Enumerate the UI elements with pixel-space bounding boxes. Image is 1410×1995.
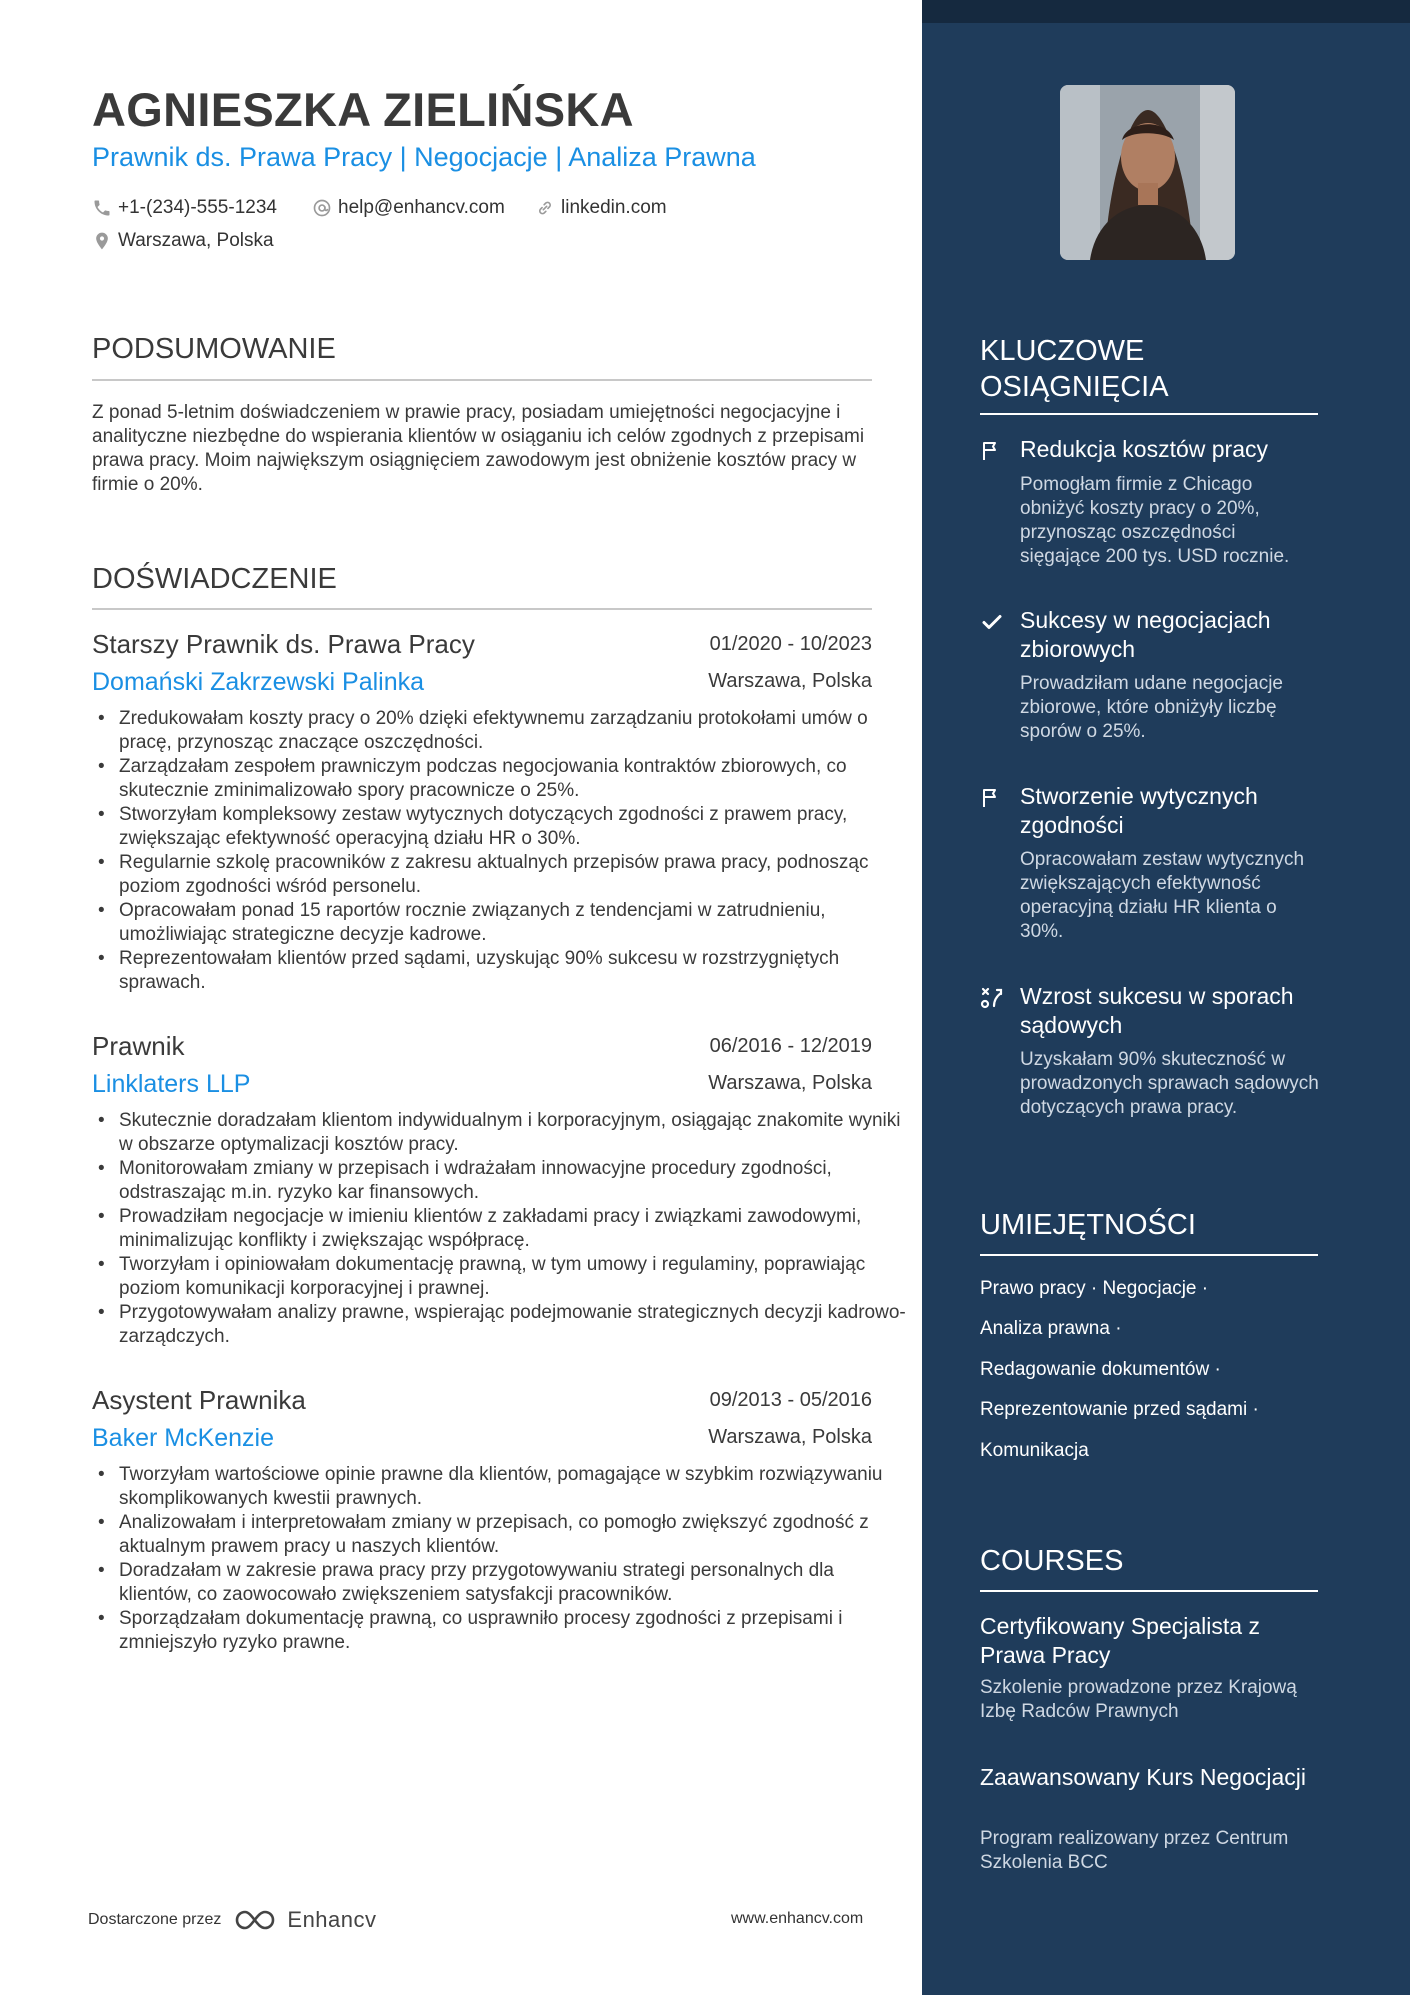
job-bullet: • Prowadziłam negocjacje w imieniu klientów z zakładami pracy i związkami zawodowymi, minimalizując konflikty i zwiększając współpracę. <box>119 1205 909 1253</box>
at-icon <box>312 198 332 218</box>
courses-divider <box>980 1590 1318 1592</box>
job-bullet: • Przygotowywałam analizy prawne, wspierając podejmowanie strategicznych decyzji kadrowo-zarządczych. <box>119 1301 909 1349</box>
job-dates: 01/2020 - 10/2023 <box>709 633 872 655</box>
job-bullets <box>92 707 909 995</box>
footer-brand: Enhancv <box>287 1907 377 1932</box>
location-pin-icon <box>92 231 112 251</box>
contact-phone[interactable] <box>92 197 277 219</box>
skill-line: Reprezentowanie przed sądami · <box>980 1399 1259 1420</box>
link-icon <box>535 198 555 218</box>
achievement-title: Redukcja kosztów pracy <box>1020 436 1268 462</box>
job-bullet: • Analizowałam i interpretowałam zmiany w przepisach, co pomogło zwiększyć zgodność z aktualnym prawem pracy u naszych klientów. <box>119 1511 909 1559</box>
course-title: Zaawansowany Kurs Negocjacji <box>980 1764 1306 1790</box>
job-bullet: • Stworzyłam kompleksowy zestaw wytycznych dotyczących zgodności z prawem pracy, zwiększając efektywność operacyjną działu HR o 30%. <box>119 803 909 851</box>
footer-website[interactable]: www.enhancv.com <box>731 1910 864 1927</box>
avatar <box>1060 85 1235 260</box>
job-bullet: • Doradzałam w zakresie prawa pracy przy przygotowywaniu strategi personalnych dla klientów, co zaowocowało zwiększeniem satysfakcji pracowników. <box>119 1559 909 1607</box>
job-company[interactable]: Domański Zakrzewski Palinka <box>92 668 425 696</box>
job-bullet: • Tworzyłam i opiniowałam dokumentację prawną, w tym umowy i regulaminy, poprawiając poziom komunikacji korporacyjnej i prawnej. <box>119 1253 909 1301</box>
check-icon <box>980 610 1004 634</box>
contact-linkedin[interactable] <box>535 197 667 219</box>
course-desc: Program realizowany przez Centrum Szkolenia BCC <box>980 1828 1289 1873</box>
summary-text: Z ponad 5-letnim doświadczeniem w prawie pracy, posiadam umiejętności negocjacyjne i analityczne niezbędne do wspierania klientów w osiąganiu ich celów zgodnych z przepisami prawa pracy. Moim największym osiągnięciem zawodowym jest obniżenie kosztów pracy w firmie o 20%. <box>92 402 865 495</box>
job-bullets <box>92 1109 909 1349</box>
skill-line: Prawo pracy · Negocjacje · <box>980 1278 1209 1299</box>
footer-powered-by <box>88 1907 377 1933</box>
course-desc: Szkolenie prowadzone przez Krajową Izbę Radców Prawnych <box>980 1677 1297 1722</box>
job-company[interactable]: Linklaters LLP <box>92 1070 251 1098</box>
job-bullet: • Skutecznie doradzałam klientom indywidualnym i korporacyjnym, osiągając znakomite wyniki w obszarze optymalizacji kosztów pracy. <box>119 1109 909 1157</box>
phone-text: +1-(234)-555-1234 <box>118 197 277 218</box>
achievement-desc: Uzyskałam 90% skuteczność w prowadzonych sprawach sądowych dotyczących prawa pracy. <box>1020 1049 1319 1118</box>
job-bullet: • Reprezentowałam klientów przed sądami, uzyskując 90% sukcesu w rozstrzygniętych sprawach. <box>119 947 909 995</box>
job-bullet: • Sporządzałam dokumentację prawną, co usprawniło procesy zgodności z przepisami i zmniejszyło ryzyko prawne. <box>119 1607 909 1655</box>
linkedin-text: linkedin.com <box>561 197 667 218</box>
course-title: Certyfikowany Specjalista z Prawa Pracy <box>980 1613 1260 1668</box>
achievement-title: Stworzenie wytycznych zgodności <box>1020 783 1258 838</box>
skills-divider <box>980 1254 1318 1256</box>
job-location: Warszawa, Polska <box>708 1426 872 1448</box>
job-dates: 09/2013 - 05/2016 <box>709 1389 872 1411</box>
summary-title: PODSUMOWANIE <box>92 333 336 365</box>
job-bullet: • Regularnie szkolę pracowników z zakresu aktualnych przepisów prawa pracy, podnosząc poziom zgodności wśród personelu. <box>119 851 909 899</box>
phone-icon <box>92 198 112 218</box>
achievements-divider <box>980 413 1318 415</box>
job-title: Prawnik <box>92 1031 185 1061</box>
job-bullet: • Monitorowałam zmiany w przepisach i wdrażałam innowacyjne procedury zgodności, odstraszając m.in. ryzyko kar finansowych. <box>119 1157 909 1205</box>
job-bullet: • Zarządzałam zespołem prawniczym podczas negocjowania kontraktów zbiorowych, co skutecznie zminimalizowało spory pracownicze o 25%. <box>119 755 909 803</box>
job-bullet: • Zredukowałam koszty pracy o 20% dzięki efektywnemu zarządzaniu protokołami umów o pracę, przynosząc znaczące oszczędności. <box>119 707 909 755</box>
sidebar-topbar <box>922 0 1410 23</box>
enhancv-logo-icon <box>233 1907 281 1933</box>
flag-icon <box>980 786 1004 810</box>
achievements-title: KLUCZOWE OSIĄGNIĘCIA <box>980 335 1169 403</box>
tactics-icon <box>980 986 1004 1010</box>
skills-title: UMIEJĘTNOŚCI <box>980 1209 1196 1241</box>
achievement-desc: Pomogłam firmie z Chicago obniżyć koszty pracy o 20%, przynosząc oszczędności sięgające 200 tys. USD rocznie. <box>1020 474 1290 567</box>
skill-line: Komunikacja <box>980 1440 1089 1461</box>
email-text: help@enhancv.com <box>338 197 505 218</box>
portrait-photo-icon <box>1060 85 1235 260</box>
job-location: Warszawa, Polska <box>708 670 872 692</box>
job-company[interactable]: Baker McKenzie <box>92 1424 275 1452</box>
achievement-title: Sukcesy w negocjacjach zbiorowych <box>1020 607 1271 662</box>
powered-by-text: Dostarczone przez <box>88 1911 222 1928</box>
flag-icon <box>980 439 1004 463</box>
achievement-desc: Opracowałam zestaw wytycznych zwiększających efektywność operacyjną działu HR klienta o 30%. <box>1020 849 1305 942</box>
location-text: Warszawa, Polska <box>118 230 274 251</box>
job-location: Warszawa, Polska <box>708 1072 872 1094</box>
job-bullets <box>92 1463 909 1655</box>
summary-divider <box>92 379 872 381</box>
skill-line: Analiza prawna · <box>980 1318 1122 1339</box>
skill-line: Redagowanie dokumentów · <box>980 1359 1221 1380</box>
contact-location <box>92 230 274 252</box>
experience-title: DOŚWIADCZENIE <box>92 563 337 595</box>
headline: Prawnik ds. Prawa Pracy | Negocjacje | Analiza Prawna <box>92 142 756 172</box>
courses-title: COURSES <box>980 1545 1124 1577</box>
contact-email[interactable] <box>312 197 505 219</box>
candidate-name: AGNIESZKA ZIELIŃSKA <box>92 83 634 136</box>
job-bullet: • Tworzyłam wartościowe opinie prawne dla klientów, pomagające w szybkim rozwiązywaniu skomplikowanych kwestii prawnych. <box>119 1463 909 1511</box>
job-bullet: • Opracowałam ponad 15 raportów rocznie związanych z tendencjami w zatrudnieniu, umożliwiając strategiczne decyzje kadrowe. <box>119 899 909 947</box>
job-title: Asystent Prawnika <box>92 1385 306 1415</box>
job-title: Starszy Prawnik ds. Prawa Pracy <box>92 629 475 659</box>
experience-divider <box>92 608 872 610</box>
achievement-desc: Prowadziłam udane negocjacje zbiorowe, które obniżyły liczbę sporów o 25%. <box>1020 673 1283 742</box>
job-dates: 06/2016 - 12/2019 <box>709 1035 872 1057</box>
achievement-title: Wzrost sukcesu w sporach sądowych <box>1020 983 1294 1038</box>
